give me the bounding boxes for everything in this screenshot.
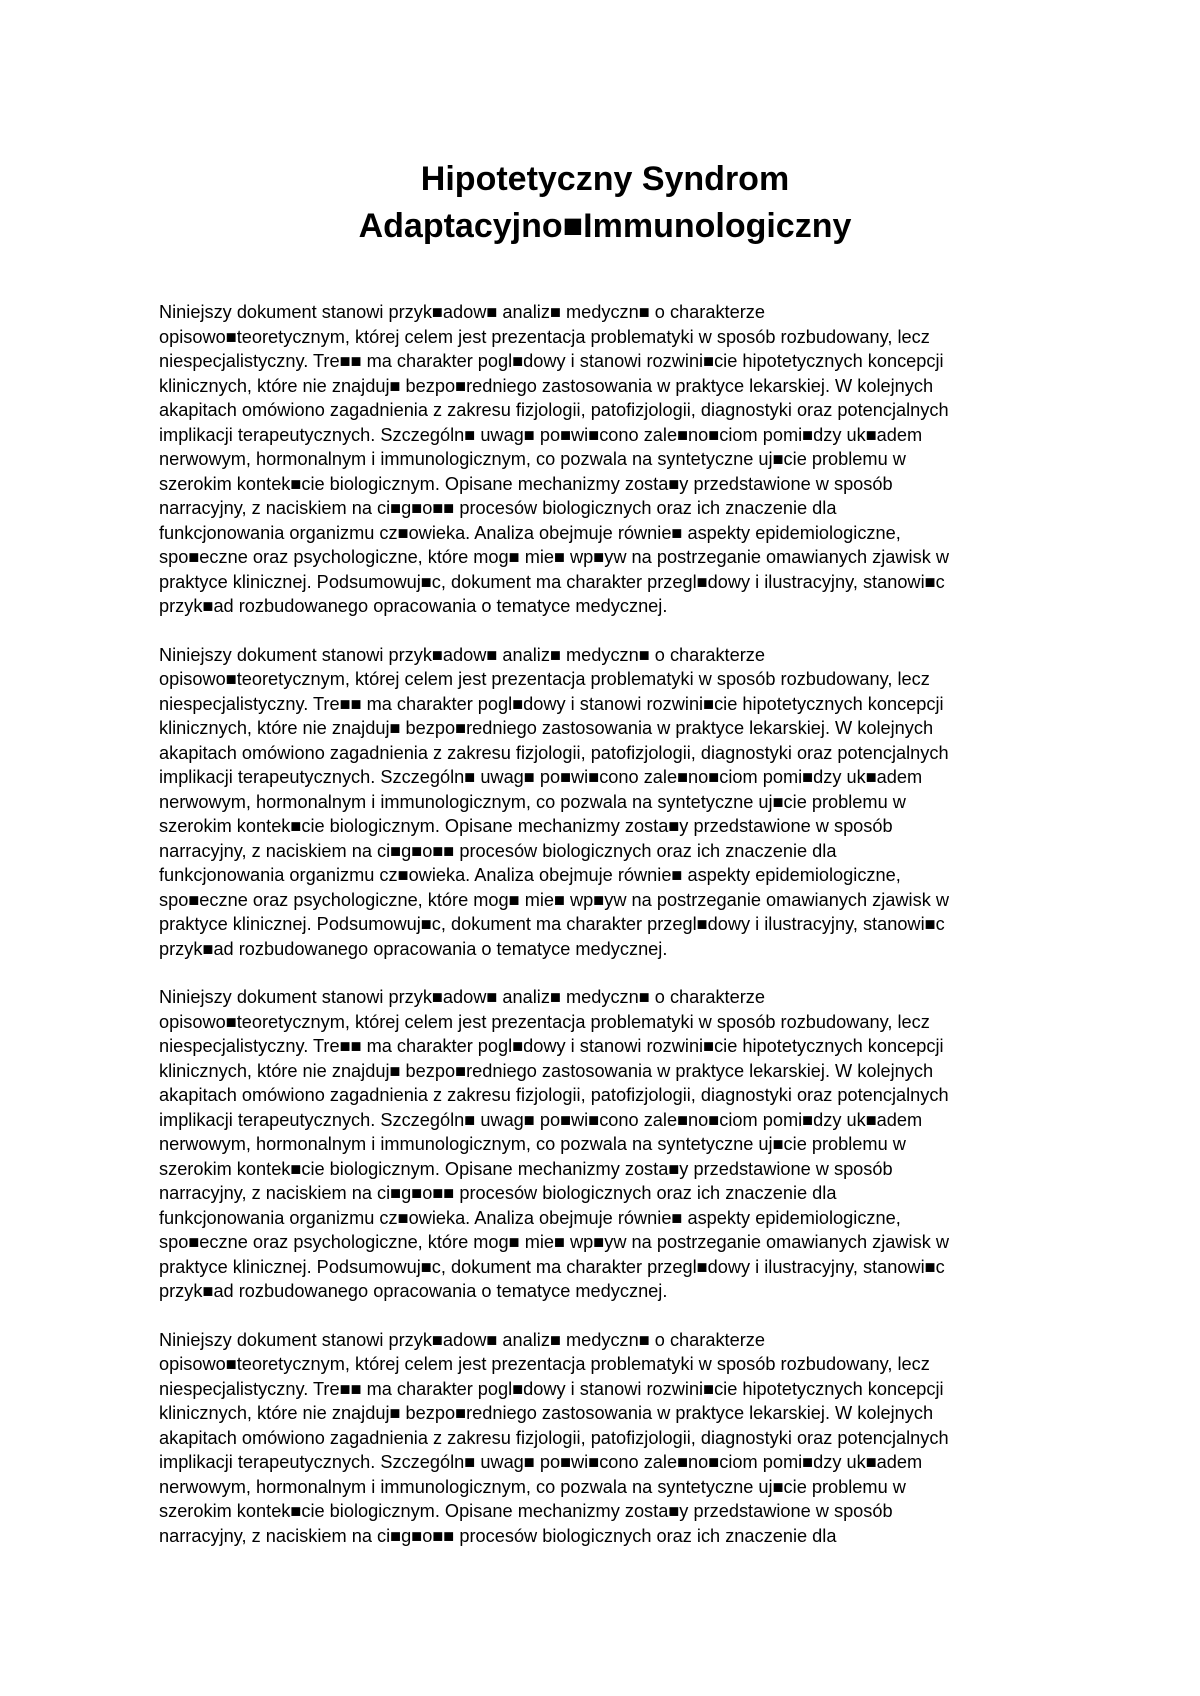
text-line: niespecjalistyczny. Tre■■ ma charakter pogl■dowy i stanowi rozwini■cie hipotetycznych koncepcji [159,1036,944,1056]
text-line: przyk■ad rozbudowanego opracowania o tematyce medycznej. [159,596,668,616]
text-line: praktyce klinicznej. Podsumowuj■c, dokument ma charakter przegl■dowy i ilustracyjny, stanowi■c [159,1256,945,1277]
text-line: klinicznych, które nie znajduj■ bezpo■redniego zastosowania w praktyce lekarskiej. W kolejnych [159,1403,934,1423]
paragraph [159,643,1064,962]
text-line: klinicznych, które nie znajduj■ bezpo■redniego zastosowania w praktyce lekarskiej. W kolejnych [159,1060,934,1081]
text-line: szerokim kontek■cie biologicznym. Opisane mechanizmy zosta■y przedstawione w sposób [159,1158,893,1179]
text-line: narracyjny, z naciskiem na ci■g■o■■ procesów biologicznych oraz ich znaczenie dla [159,1525,837,1546]
text-line: praktyce klinicznej. Podsumowuj■c, dokument ma charakter przegl■dowy i ilustracyjny, stanowi■c [159,914,945,934]
text-line: praktyce klinicznej. Podsumowuj■c, dokument ma charakter przegl■dowy i ilustracyjny, stanowi■c [159,571,945,592]
text-line: opisowo■teoretycznym, której celem jest prezentacja problematyki w sposób rozbudowany, lecz [159,1011,930,1032]
text-line: Niniejszy dokument stanowi przyk■adow■ analiz■ medyczn■ o charakterze [159,1329,765,1350]
text-line: narracyjny, z naciskiem na ci■g■o■■ procesów biologicznych oraz ich znaczenie dla [159,498,837,518]
text-line: szerokim kontek■cie biologicznym. Opisane mechanizmy zosta■y przedstawione w sposób [159,473,893,494]
document-body [159,300,1064,1572]
paragraph [159,300,1064,619]
text-line: niespecjalistyczny. Tre■■ ma charakter pogl■dowy i stanowi rozwini■cie hipotetycznych koncepcji [159,351,944,371]
text-line: spo■eczne oraz psychologiczne, które mog■ mie■ wp■yw na postrzeganie omawianych zjawisk w [159,1232,949,1252]
text-line: klinicznych, które nie znajduj■ bezpo■redniego zastosowania w praktyce lekarskiej. W kolejnych [159,375,934,396]
text-line: opisowo■teoretycznym, której celem jest prezentacja problematyki w sposób rozbudowany, lecz [159,1354,930,1374]
text-line: implikacji terapeutycznych. Szczególn■ uwag■ po■wi■cono zale■no■ciom pomi■dzy uk■adem [159,1109,923,1130]
text-line: narracyjny, z naciskiem na ci■g■o■■ procesów biologicznych oraz ich znaczenie dla [159,1183,837,1203]
text-line: implikacji terapeutycznych. Szczególn■ uwag■ po■wi■cono zale■no■ciom pomi■dzy uk■adem [159,424,923,445]
text-line: Niniejszy dokument stanowi przyk■adow■ analiz■ medyczn■ o charakterze [159,644,765,665]
text-line: spo■eczne oraz psychologiczne, które mog■ mie■ wp■yw na postrzeganie omawianych zjawisk w [159,547,949,567]
text-line: implikacji terapeutycznych. Szczególn■ uwag■ po■wi■cono zale■no■ciom pomi■dzy uk■adem [159,1452,923,1472]
text-line: szerokim kontek■cie biologicznym. Opisane mechanizmy zosta■y przedstawione w sposób [159,816,893,836]
text-line: klinicznych, które nie znajduj■ bezpo■redniego zastosowania w praktyce lekarskiej. W kolejnych [159,718,934,738]
document-title [200,156,1010,250]
text-line: Niniejszy dokument stanowi przyk■adow■ analiz■ medyczn■ o charakterze [159,302,765,322]
text-line: implikacji terapeutycznych. Szczególn■ uwag■ po■wi■cono zale■no■ciom pomi■dzy uk■adem [159,767,923,787]
text-line: Niniejszy dokument stanowi przyk■adow■ analiz■ medyczn■ o charakterze [159,987,765,1007]
text-line: szerokim kontek■cie biologicznym. Opisane mechanizmy zosta■y przedstawione w sposób [159,1501,893,1521]
text-line: opisowo■teoretycznym, której celem jest prezentacja problematyki w sposób rozbudowany, lecz [159,326,930,347]
text-line: niespecjalistyczny. Tre■■ ma charakter pogl■dowy i stanowi rozwini■cie hipotetycznych koncepcji [159,693,944,714]
text-line: akapitach omówiono zagadnienia z zakresu fizjologii, patofizjologii, diagnostyki oraz potencjalnych [159,742,949,763]
title-line: Hipotetyczny Syndrom [420,160,790,198]
text-line: akapitach omówiono zagadnienia z zakresu fizjologii, patofizjologii, diagnostyki oraz potencjalnych [159,1427,949,1448]
text-line: niespecjalistyczny. Tre■■ ma charakter pogl■dowy i stanowi rozwini■cie hipotetycznych koncepcji [159,1378,944,1399]
text-line: akapitach omówiono zagadnienia z zakresu fizjologii, patofizjologii, diagnostyki oraz potencjalnych [159,400,949,420]
text-line: nerwowym, hormonalnym i immunologicznym, co pozwala na syntetyczne uj■cie problemu w [159,1134,906,1154]
text-line: akapitach omówiono zagadnienia z zakresu fizjologii, patofizjologii, diagnostyki oraz potencjalnych [159,1085,949,1105]
text-line: przyk■ad rozbudowanego opracowania o tematyce medycznej. [159,938,668,959]
text-line: funkcjonowania organizmu cz■owieka. Analiza obejmuje równie■ aspekty epidemiologiczne, [159,522,901,543]
title-line: Adaptacyjno■Immunologiczny [358,207,852,245]
paragraph [159,985,1064,1304]
text-line: nerwowym, hormonalnym i immunologicznym, co pozwala na syntetyczne uj■cie problemu w [159,1476,906,1497]
text-line: przyk■ad rozbudowanego opracowania o tematyce medycznej. [159,1281,668,1301]
text-line: spo■eczne oraz psychologiczne, które mog■ mie■ wp■yw na postrzeganie omawianych zjawisk w [159,889,949,910]
paragraph [159,1328,1064,1549]
text-line: funkcjonowania organizmu cz■owieka. Analiza obejmuje równie■ aspekty epidemiologiczne, [159,865,901,885]
text-line: funkcjonowania organizmu cz■owieka. Analiza obejmuje równie■ aspekty epidemiologiczne, [159,1207,901,1228]
text-line: nerwowym, hormonalnym i immunologicznym, co pozwala na syntetyczne uj■cie problemu w [159,791,906,812]
text-line: narracyjny, z naciskiem na ci■g■o■■ procesów biologicznych oraz ich znaczenie dla [159,840,837,861]
text-line: nerwowym, hormonalnym i immunologicznym, co pozwala na syntetyczne uj■cie problemu w [159,449,906,469]
text-line: opisowo■teoretycznym, której celem jest prezentacja problematyki w sposób rozbudowany, lecz [159,669,930,689]
